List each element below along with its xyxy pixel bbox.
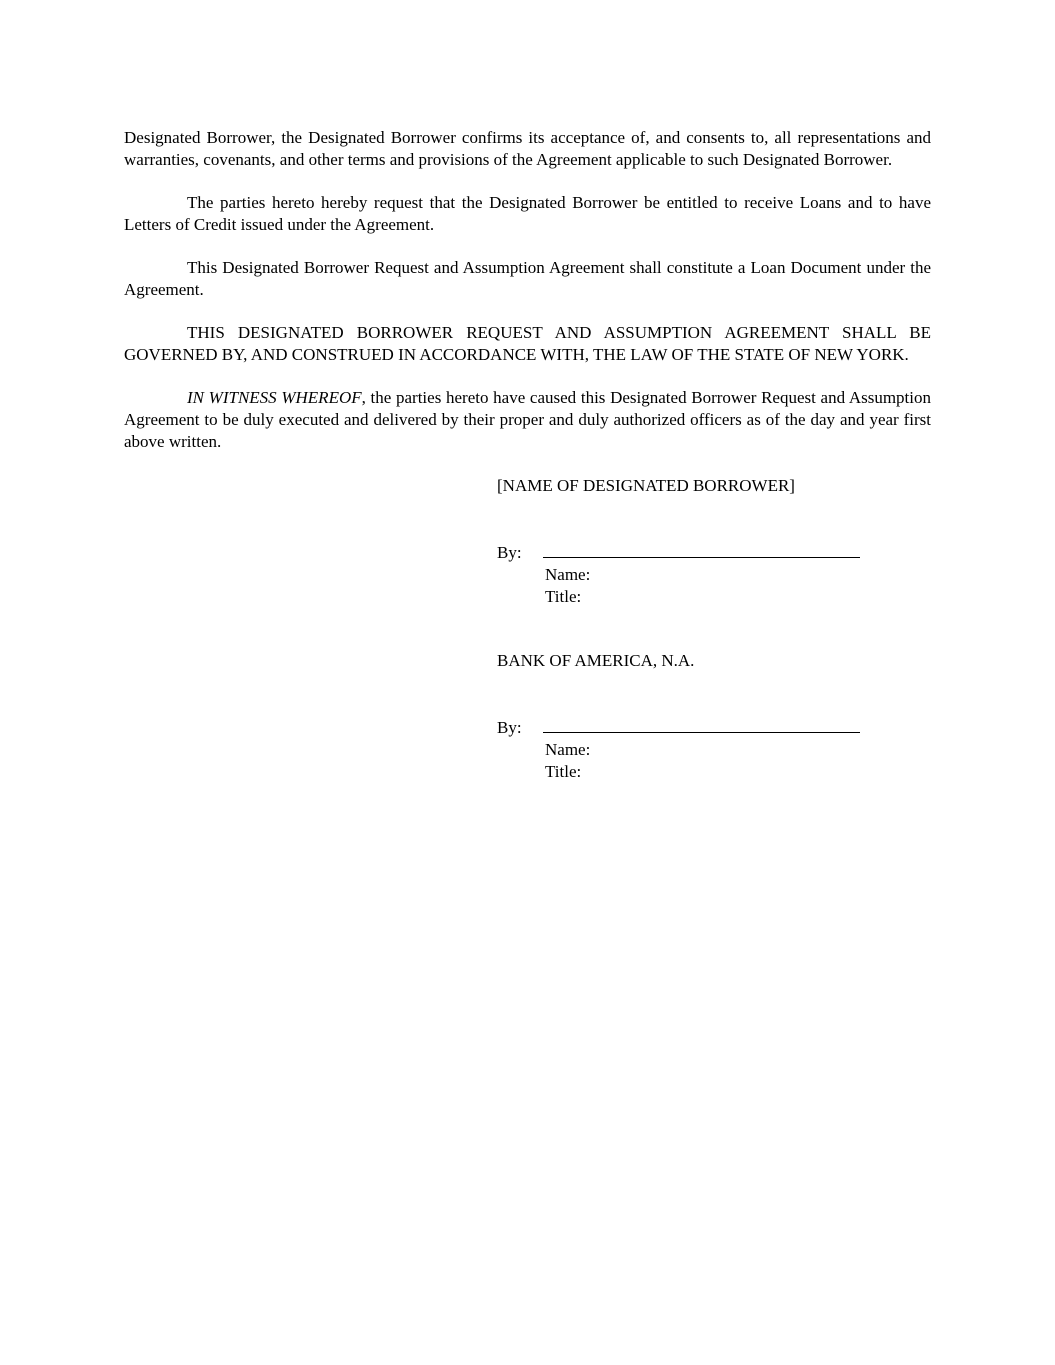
paragraph-continuation: Designated Borrower, the Designated Borrower confirms its acceptance of, and consents to, all representations and warranties, covenants, and other terms and provisions of the Agreement applicable to such Designated Borrower. — [124, 128, 931, 169]
title-label: Title: — [545, 762, 582, 781]
signature-block-designated-borrower — [497, 475, 931, 608]
party-name-designated-borrower: [NAME OF DESIGNATED BORROWER] — [497, 476, 795, 495]
signature-line — [543, 539, 860, 558]
by-row — [497, 714, 931, 739]
paragraph-witness — [124, 387, 931, 453]
paragraph-loan-document: This Designated Borrower Request and Assumption Agreement shall constitute a Loan Document under the Agreement. — [124, 258, 931, 299]
witness-rest-text: , the parties hereto have caused this Designated Borrower Request and Assumption Agreement to be duly executed and delivered by their proper and duly authorized officers as of the day and year first above written. — [124, 388, 931, 451]
party-name-bank-of-america: BANK OF AMERICA, N.A. — [497, 651, 695, 670]
name-label: Name: — [545, 740, 591, 759]
paragraph-governing-law: THIS DESIGNATED BORROWER REQUEST AND ASSUMPTION AGREEMENT SHALL BE GOVERNED BY, AND CONSTRUED IN ACCORDANCE WITH, THE LAW OF THE STATE OF NEW YORK. — [124, 323, 931, 364]
by-row — [497, 539, 931, 564]
paragraph-request: The parties hereto hereby request that the Designated Borrower be entitled to receive Loans and to have Letters of Credit issued under the Agreement. — [124, 193, 931, 234]
signature-section — [497, 475, 931, 783]
witness-whereof-phrase: IN WITNESS WHEREOF — [187, 388, 362, 407]
signature-block-bank-of-america — [497, 650, 931, 783]
by-label: By: — [497, 718, 522, 737]
by-label: By: — [497, 543, 522, 562]
title-label: Title: — [545, 587, 582, 606]
name-label: Name: — [545, 565, 591, 584]
signature-line — [543, 714, 860, 733]
document-content — [124, 127, 931, 783]
